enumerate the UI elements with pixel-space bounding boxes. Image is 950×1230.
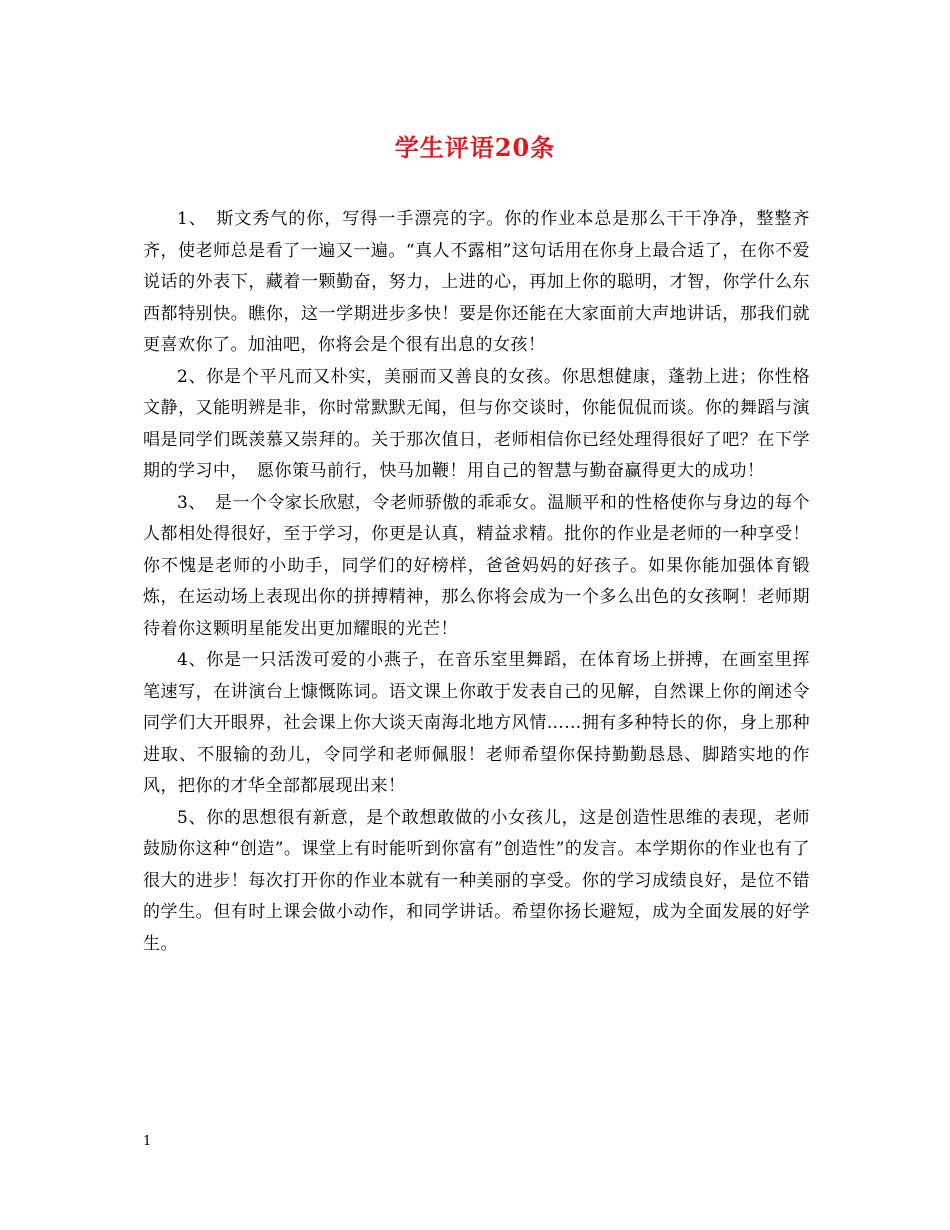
paragraph-2: 2、你是个平凡而又朴实，美丽而又善良的女孩。你思想健康，蓬勃上进；你性格文静，又能明辨是非，你时常默默无闻，但与你交谈时，你能侃侃而谈。你的舞蹈与演唱是同学们既羡慕又崇拜的。关于那次值日，老师相信你已经处理得很好了吧？在下学期的学习中， 愿你策马前行，快马加鞭！用自己的智慧与勤奋赢得更大的成功！ <box>143 366 810 481</box>
page-title: 学生评语20条 <box>394 133 556 162</box>
paragraph-5: 5、你的思想很有新意，是个敢想敢做的小女孩儿，这是创造性思维的表现，老师鼓励你这种“创造”。课堂上有时能听到你富有”创造性”的发言。本学期你的作业也有了很大的进步！每次打开你的作业本就有一种美丽的享受。你的学习成绩良好，是位不错的学生。但有时上课会做小动作，和同学讲话。希望你扬长避短，成为全面发展的好学生。 <box>143 807 810 954</box>
paragraph-3: 3、 是一个令家长欣慰，令老师骄傲的乖乖女。温顺平和的性格使你与身边的每个人都相处得很好，至于学习，你更是认真，精益求精。批你的作业是老师的一种享受！你不愧是老师的小助手，同学们的好榜样，爸爸妈妈的好孩子。如果你能加强体育锻炼，在运动场上表现出你的拼搏精神，那么你将会成为一个多么出色的女孩啊！老师期待着你这颗明星能发出更加耀眼的光芒！ <box>143 492 810 639</box>
page-number: 1 <box>143 1134 152 1149</box>
document-body <box>143 204 810 960</box>
paragraph-1: 1、 斯文秀气的你，写得一手漂亮的字。你的作业本总是那么干干净净，整整齐齐，使老师总是看了一遍又一遍。“真人不露相”这句话用在你身上最合适了，在你不爱说话的外表下，藏着一颗勤奋，努力，上进的心，再加上你的聪明，才智，你学什么东西都特别快。瞧你，这一学期进步多快！要是你还能在大家面前大声地讲话，那我们就更喜欢你了。加油吧，你将会是个很有出息的女孩！ <box>143 209 810 355</box>
paragraph-4: 4、你是一只活泼可爱的小燕子，在音乐室里舞蹈，在体育场上拼搏，在画室里挥笔速写，在讲演台上慷慨陈词。语文课上你敢于发表自己的见解，自然课上你的阐述令同学们大开眼界，社会课上你大谈天南海北地方风情……拥有多种特长的你，身上那种进取、不服输的劲儿，令同学和老师佩服！老师希望你保持勤勤恳恳、脚踏实地的作风，把你的才华全部都展现出来！ <box>143 650 810 796</box>
